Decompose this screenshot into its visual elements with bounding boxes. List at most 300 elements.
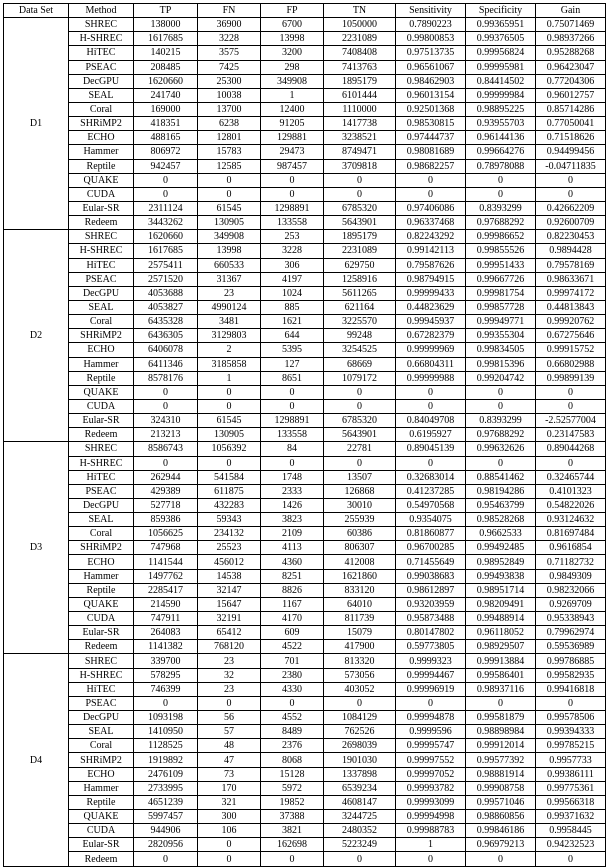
method-cell: Coral (69, 315, 134, 329)
fp-cell: 3228 (261, 244, 324, 258)
tp-cell: 339700 (134, 654, 198, 668)
tn-cell: 403052 (324, 682, 396, 696)
fp-cell: 4552 (261, 711, 324, 725)
tp-cell: 0 (134, 852, 198, 866)
fp-cell: 2376 (261, 739, 324, 753)
method-cell: Reptile (69, 159, 134, 173)
method-cell: Reptile (69, 795, 134, 809)
table-row (4, 696, 606, 710)
specificity-cell: 0 (466, 696, 536, 710)
gain-cell: 0.99582935 (536, 668, 606, 682)
tp-cell: 0 (134, 696, 198, 710)
table-row (4, 682, 606, 696)
fn-cell: 14538 (198, 569, 261, 583)
sensitivity-cell: 0.41237285 (396, 484, 466, 498)
table-row (4, 470, 606, 484)
fp-cell: 306 (261, 258, 324, 272)
table-row (4, 187, 606, 201)
tn-cell: 3238521 (324, 131, 396, 145)
sensitivity-cell: 0.98794915 (396, 272, 466, 286)
method-cell: Eular-SR (69, 414, 134, 428)
gain-cell: 0.95288268 (536, 46, 606, 60)
fp-cell: 6700 (261, 18, 324, 32)
table-row (4, 131, 606, 145)
fn-cell: 0 (198, 173, 261, 187)
tp-cell: 527718 (134, 498, 198, 512)
tp-cell: 8578176 (134, 371, 198, 385)
specificity-cell: 0.93955703 (466, 117, 536, 131)
method-cell: PSEAC (69, 272, 134, 286)
tp-cell: 264083 (134, 626, 198, 640)
fn-cell: 234132 (198, 527, 261, 541)
sensitivity-cell: 0.99994878 (396, 711, 466, 725)
method-cell: Hammer (69, 569, 134, 583)
specificity-cell: 0 (466, 399, 536, 413)
fn-cell: 73 (198, 767, 261, 781)
sensitivity-cell: 0.99996919 (396, 682, 466, 696)
fn-cell: 0 (198, 456, 261, 470)
specificity-cell: 0.98895225 (466, 102, 536, 116)
fn-cell: 768120 (198, 640, 261, 654)
table-row (4, 46, 606, 60)
specificity-cell: 0.78978088 (466, 159, 536, 173)
header-sensitivity: Sensitivity (396, 4, 466, 18)
method-cell: SHRiMP2 (69, 753, 134, 767)
method-cell: SEAL (69, 725, 134, 739)
tn-cell: 99248 (324, 329, 396, 343)
fp-cell: 701 (261, 654, 324, 668)
fn-cell: 456012 (198, 555, 261, 569)
specificity-cell: 0.97688292 (466, 216, 536, 230)
table-row (4, 711, 606, 725)
tp-cell: 0 (134, 187, 198, 201)
sensitivity-cell: 0 (396, 456, 466, 470)
method-cell: ECHO (69, 555, 134, 569)
tn-cell: 5611265 (324, 286, 396, 300)
sensitivity-cell: 0.97513735 (396, 46, 466, 60)
data-set-cell: D4 (4, 654, 69, 866)
fp-cell: 253 (261, 230, 324, 244)
table-row (4, 654, 606, 668)
gain-cell: 0.89044268 (536, 442, 606, 456)
tn-cell: 1901030 (324, 753, 396, 767)
table-row (4, 315, 606, 329)
sensitivity-cell: 0.59773805 (396, 640, 466, 654)
table-row (4, 583, 606, 597)
tp-cell: 1617685 (134, 244, 198, 258)
gain-cell: 0 (536, 456, 606, 470)
fp-cell: 987457 (261, 159, 324, 173)
specificity-cell: 0.99857728 (466, 300, 536, 314)
fn-cell: 4990124 (198, 300, 261, 314)
gain-cell: 0 (536, 385, 606, 399)
tp-cell: 0 (134, 456, 198, 470)
sensitivity-cell: 0.96013154 (396, 88, 466, 102)
fp-cell: 2109 (261, 527, 324, 541)
tn-cell: 7408408 (324, 46, 396, 60)
gain-cell: 0.99416818 (536, 682, 606, 696)
sensitivity-cell: 0.97406086 (396, 201, 466, 215)
tn-cell: 22781 (324, 442, 396, 456)
fp-cell: 885 (261, 300, 324, 314)
sensitivity-cell: 0.81860877 (396, 527, 466, 541)
method-cell: SHRiMP2 (69, 329, 134, 343)
gain-cell: 0.94232523 (536, 838, 606, 852)
table-row (4, 640, 606, 654)
tn-cell: 126868 (324, 484, 396, 498)
specificity-cell: 0.96118052 (466, 626, 536, 640)
method-cell: SEAL (69, 300, 134, 314)
sensitivity-cell: 0.66804311 (396, 357, 466, 371)
specificity-cell: 0.98528268 (466, 513, 536, 527)
table-row (4, 668, 606, 682)
method-cell: H-SHREC (69, 244, 134, 258)
tn-cell: 1337898 (324, 767, 396, 781)
fp-cell: 4360 (261, 555, 324, 569)
fn-cell: 0 (198, 696, 261, 710)
table-row (4, 258, 606, 272)
specificity-cell: 0.99365951 (466, 18, 536, 32)
fp-cell: 4197 (261, 272, 324, 286)
table-row (4, 428, 606, 442)
specificity-cell: 0.99999984 (466, 88, 536, 102)
specificity-cell: 0.98194286 (466, 484, 536, 498)
tp-cell: 942457 (134, 159, 198, 173)
fp-cell: 4113 (261, 541, 324, 555)
results-table (3, 3, 606, 867)
sensitivity-cell: 0.80147802 (396, 626, 466, 640)
gain-cell: 0.81697484 (536, 527, 606, 541)
tn-cell: 813320 (324, 654, 396, 668)
gain-cell: -0.04711835 (536, 159, 606, 173)
gain-cell: 0.98937266 (536, 32, 606, 46)
tn-cell: 1621860 (324, 569, 396, 583)
fp-cell: 1621 (261, 315, 324, 329)
sensitivity-cell: 0.95873488 (396, 612, 466, 626)
tn-cell: 0 (324, 385, 396, 399)
sensitivity-cell: 0.99993782 (396, 781, 466, 795)
method-cell: SHREC (69, 442, 134, 456)
fn-cell: 57 (198, 725, 261, 739)
fp-cell: 1748 (261, 470, 324, 484)
fp-cell: 609 (261, 626, 324, 640)
gain-cell: 0 (536, 399, 606, 413)
tp-cell: 1620660 (134, 74, 198, 88)
tp-cell: 0 (134, 399, 198, 413)
fn-cell: 106 (198, 824, 261, 838)
fp-cell: 0 (261, 187, 324, 201)
fn-cell: 3185858 (198, 357, 261, 371)
sensitivity-cell: 0.98530815 (396, 117, 466, 131)
fp-cell: 13998 (261, 32, 324, 46)
fn-cell: 660533 (198, 258, 261, 272)
table-row (4, 824, 606, 838)
header-tp: TP (134, 4, 198, 18)
tn-cell: 1110000 (324, 102, 396, 116)
sensitivity-cell: 0 (396, 385, 466, 399)
fp-cell: 0 (261, 399, 324, 413)
fp-cell: 4170 (261, 612, 324, 626)
tn-cell: 0 (324, 456, 396, 470)
fn-cell: 321 (198, 795, 261, 809)
method-cell: H-SHREC (69, 32, 134, 46)
tn-cell: 15079 (324, 626, 396, 640)
fn-cell: 10038 (198, 88, 261, 102)
table-row (4, 74, 606, 88)
fp-cell: 15128 (261, 767, 324, 781)
sensitivity-cell: 0 (396, 173, 466, 187)
fp-cell: 1167 (261, 597, 324, 611)
sensitivity-cell: 0 (396, 696, 466, 710)
tp-cell: 2733995 (134, 781, 198, 795)
fn-cell: 170 (198, 781, 261, 795)
method-cell: QUAKE (69, 385, 134, 399)
fp-cell: 0 (261, 456, 324, 470)
gain-cell: 0.44813843 (536, 300, 606, 314)
table-row (4, 244, 606, 258)
fp-cell: 133558 (261, 428, 324, 442)
method-cell: CUDA (69, 187, 134, 201)
sensitivity-cell: 0.71455649 (396, 555, 466, 569)
results-table-container (3, 3, 606, 867)
fn-cell: 23 (198, 654, 261, 668)
specificity-cell: 0.98881914 (466, 767, 536, 781)
fp-cell: 8068 (261, 753, 324, 767)
sensitivity-cell: 0.99800853 (396, 32, 466, 46)
fn-cell: 611875 (198, 484, 261, 498)
method-cell: Redeem (69, 216, 134, 230)
specificity-cell: 0.98929507 (466, 640, 536, 654)
tn-cell: 629750 (324, 258, 396, 272)
specificity-cell: 0.98898984 (466, 725, 536, 739)
table-row (4, 272, 606, 286)
specificity-cell: 0.99204742 (466, 371, 536, 385)
method-cell: ECHO (69, 767, 134, 781)
method-cell: HiTEC (69, 258, 134, 272)
fp-cell: 162698 (261, 838, 324, 852)
table-row (4, 626, 606, 640)
gain-cell: 0.99775361 (536, 781, 606, 795)
method-cell: H-SHREC (69, 668, 134, 682)
gain-cell: 0.82230453 (536, 230, 606, 244)
tp-cell: 241740 (134, 88, 198, 102)
table-row (4, 597, 606, 611)
fn-cell: 36900 (198, 18, 261, 32)
tn-cell: 1895179 (324, 74, 396, 88)
tp-cell: 6436305 (134, 329, 198, 343)
table-row (4, 838, 606, 852)
tp-cell: 859386 (134, 513, 198, 527)
specificity-cell: 0.99995981 (466, 60, 536, 74)
tn-cell: 806307 (324, 541, 396, 555)
gain-cell: 0.9894428 (536, 244, 606, 258)
gain-cell: 0.77050041 (536, 117, 606, 131)
fn-cell: 3575 (198, 46, 261, 60)
specificity-cell: 0.99376505 (466, 32, 536, 46)
fp-cell: 1 (261, 88, 324, 102)
specificity-cell: 0.98860856 (466, 810, 536, 824)
sensitivity-cell: 0.84049708 (396, 414, 466, 428)
gain-cell: 0.54822026 (536, 498, 606, 512)
tn-cell: 2231089 (324, 244, 396, 258)
tn-cell: 8749471 (324, 145, 396, 159)
fp-cell: 8489 (261, 725, 324, 739)
tp-cell: 214590 (134, 597, 198, 611)
method-cell: Coral (69, 102, 134, 116)
tp-cell: 208485 (134, 60, 198, 74)
method-cell: Hammer (69, 357, 134, 371)
method-cell: Eular-SR (69, 626, 134, 640)
table-row (4, 767, 606, 781)
specificity-cell: 0.97688292 (466, 428, 536, 442)
tn-cell: 417900 (324, 640, 396, 654)
gain-cell: 0.98633671 (536, 272, 606, 286)
fp-cell: 5972 (261, 781, 324, 795)
specificity-cell: 0.99951433 (466, 258, 536, 272)
specificity-cell: 0.96979213 (466, 838, 536, 852)
sensitivity-cell: 0.9354075 (396, 513, 466, 527)
tp-cell: 5997457 (134, 810, 198, 824)
tp-cell: 1620660 (134, 230, 198, 244)
table-row (4, 230, 606, 244)
specificity-cell: 0.99355304 (466, 329, 536, 343)
fp-cell: 0 (261, 385, 324, 399)
gain-cell: 0.9616854 (536, 541, 606, 555)
tn-cell: 5643901 (324, 216, 396, 230)
sensitivity-cell: 0.9999596 (396, 725, 466, 739)
tp-cell: 418351 (134, 117, 198, 131)
fn-cell: 300 (198, 810, 261, 824)
specificity-cell: 0.99667726 (466, 272, 536, 286)
method-cell: SHREC (69, 230, 134, 244)
gain-cell: 0.75071469 (536, 18, 606, 32)
fn-cell: 0 (198, 852, 261, 866)
gain-cell: 0.99785215 (536, 739, 606, 753)
tn-cell: 0 (324, 173, 396, 187)
tp-cell: 2476109 (134, 767, 198, 781)
table-row (4, 88, 606, 102)
table-row (4, 329, 606, 343)
gain-cell: 0.59536989 (536, 640, 606, 654)
tn-cell: 68669 (324, 357, 396, 371)
specificity-cell: 0.99956824 (466, 46, 536, 60)
sensitivity-cell: 0.99999988 (396, 371, 466, 385)
tn-cell: 3244725 (324, 810, 396, 824)
tp-cell: 324310 (134, 414, 198, 428)
tn-cell: 3709818 (324, 159, 396, 173)
fp-cell: 1298891 (261, 414, 324, 428)
method-cell: ECHO (69, 343, 134, 357)
fn-cell: 130905 (198, 216, 261, 230)
specificity-cell: 0.99855526 (466, 244, 536, 258)
table-row (4, 781, 606, 795)
sensitivity-cell: 0.99994467 (396, 668, 466, 682)
table-row (4, 32, 606, 46)
header-data-set: Data Set (4, 4, 69, 18)
gain-cell: 0 (536, 696, 606, 710)
tn-cell: 0 (324, 187, 396, 201)
fp-cell: 3821 (261, 824, 324, 838)
method-cell: PSEAC (69, 696, 134, 710)
specificity-cell: 0 (466, 173, 536, 187)
fn-cell: 12585 (198, 159, 261, 173)
tp-cell: 1141382 (134, 640, 198, 654)
tp-cell: 140215 (134, 46, 198, 60)
gain-cell: 0.79962974 (536, 626, 606, 640)
fn-cell: 0 (198, 187, 261, 201)
fp-cell: 91205 (261, 117, 324, 131)
specificity-cell: 0.98952849 (466, 555, 536, 569)
fn-cell: 23 (198, 286, 261, 300)
table-row (4, 484, 606, 498)
tp-cell: 2820956 (134, 838, 198, 852)
table-row (4, 343, 606, 357)
tp-cell: 1128525 (134, 739, 198, 753)
sensitivity-cell: 0.99945937 (396, 315, 466, 329)
tp-cell: 488165 (134, 131, 198, 145)
tn-cell: 255939 (324, 513, 396, 527)
fp-cell: 37388 (261, 810, 324, 824)
tp-cell: 262944 (134, 470, 198, 484)
table-row (4, 456, 606, 470)
specificity-cell: 0.99834505 (466, 343, 536, 357)
tp-cell: 2285417 (134, 583, 198, 597)
table-row (4, 117, 606, 131)
tp-cell: 6411346 (134, 357, 198, 371)
table-row (4, 725, 606, 739)
tn-cell: 7413763 (324, 60, 396, 74)
gain-cell: 0.99578506 (536, 711, 606, 725)
specificity-cell: 0 (466, 385, 536, 399)
fn-cell: 15783 (198, 145, 261, 159)
fn-cell: 13700 (198, 102, 261, 116)
tn-cell: 64010 (324, 597, 396, 611)
fn-cell: 47 (198, 753, 261, 767)
table-row (4, 216, 606, 230)
tp-cell: 746399 (134, 682, 198, 696)
fp-cell: 2333 (261, 484, 324, 498)
gain-cell: 0.99974172 (536, 286, 606, 300)
specificity-cell: 0.99586401 (466, 668, 536, 682)
header-fn: FN (198, 4, 261, 18)
sensitivity-cell: 0.32683014 (396, 470, 466, 484)
sensitivity-cell: 0.93203959 (396, 597, 466, 611)
gain-cell: 0.71182732 (536, 555, 606, 569)
method-cell: Hammer (69, 145, 134, 159)
fp-cell: 3200 (261, 46, 324, 60)
gain-cell: 0.95338943 (536, 612, 606, 626)
method-cell: DecGPU (69, 74, 134, 88)
method-cell: Eular-SR (69, 201, 134, 215)
specificity-cell: 0.99577392 (466, 753, 536, 767)
header-method: Method (69, 4, 134, 18)
header-fp: FP (261, 4, 324, 18)
sensitivity-cell: 0.99988783 (396, 824, 466, 838)
tp-cell: 578295 (134, 668, 198, 682)
fp-cell: 644 (261, 329, 324, 343)
specificity-cell: 0.88541462 (466, 470, 536, 484)
gain-cell: 0.4101323 (536, 484, 606, 498)
specificity-cell: 0.99581879 (466, 711, 536, 725)
table-row (4, 385, 606, 399)
fn-cell: 3481 (198, 315, 261, 329)
fn-cell: 6238 (198, 117, 261, 131)
gain-cell: 0.99786885 (536, 654, 606, 668)
tp-cell: 3443262 (134, 216, 198, 230)
specificity-cell: 0.99981754 (466, 286, 536, 300)
specificity-cell: 0.8393299 (466, 201, 536, 215)
fp-cell: 129881 (261, 131, 324, 145)
